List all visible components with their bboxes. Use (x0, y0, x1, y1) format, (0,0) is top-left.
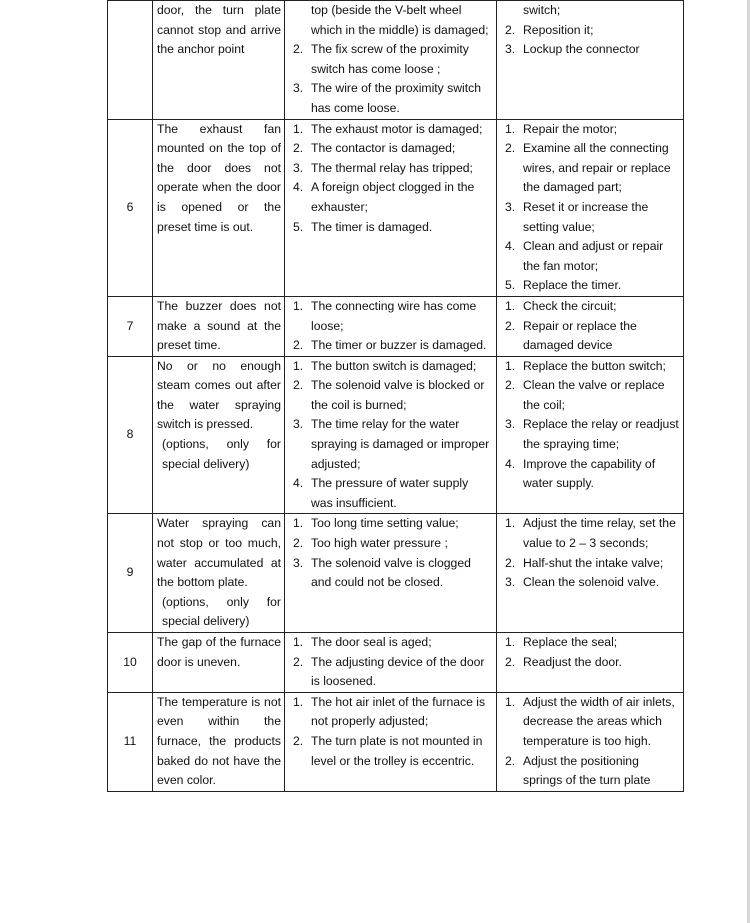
item-number: 7 (108, 296, 153, 356)
cause-item-text: The door seal is aged; (311, 635, 432, 649)
possible-causes (285, 692, 497, 791)
item-number: 10 (108, 633, 153, 693)
item-index: 2. (505, 753, 516, 768)
cause-item (289, 554, 493, 593)
item-index: 1. (293, 635, 304, 649)
remedy-item-text: Clean the valve or replace the coil; (523, 378, 665, 412)
fault-description (153, 356, 285, 514)
remedy-item-text: Check the circuit; (523, 298, 617, 313)
remedy-item-text: Adjust the width of air inlets, decrease the areas which temperature is too high. (523, 694, 675, 748)
possible-causes-list (289, 297, 493, 356)
possible-causes-list (289, 693, 493, 771)
cause-item-text: The timer or buzzer is damaged. (311, 338, 487, 353)
remedy-item (501, 21, 680, 41)
remedy-item (501, 633, 680, 653)
remedies-list (501, 1, 680, 60)
remedy-item (501, 1, 680, 21)
item-index: 3. (293, 555, 304, 570)
remedy-item-text: switch; (523, 3, 561, 17)
remedy-item (501, 237, 680, 276)
item-index: 3. (293, 417, 304, 432)
fault-text: The exhaust fan mounted on the top of the door does not operate when the door is opened or the preset time is out. (157, 121, 281, 234)
cause-item (289, 415, 493, 474)
cause-item-text: The button switch is damaged; (311, 358, 477, 373)
remedies (497, 1, 684, 120)
remedies (497, 514, 684, 633)
item-index: 1. (293, 298, 304, 313)
cause-item-text: The solenoid valve is clogged and could not be closed. (311, 555, 471, 590)
fault-description (153, 1, 285, 120)
remedy-item-text: Adjust the positioning springs of the turn plate (523, 753, 651, 788)
item-index: 4. (505, 239, 516, 254)
item-index: 1. (293, 358, 304, 373)
table-row (108, 514, 684, 633)
possible-causes (285, 514, 497, 633)
remedy-item-text: Improve the capability of water supply. (523, 456, 656, 491)
possible-causes-list (289, 1, 493, 119)
fault-text: Water spraying can not stop or too much, water accumulated at the bottom plate. (157, 516, 281, 590)
remedy-item (501, 415, 680, 454)
table-row (108, 119, 684, 296)
possible-causes (285, 356, 497, 514)
item-number: 11 (108, 692, 153, 791)
item-index: 1. (505, 694, 516, 709)
possible-causes (285, 633, 497, 693)
cause-item (289, 336, 493, 356)
remedy-item-text: Lockup the connector (523, 42, 640, 57)
cause-item (289, 178, 493, 217)
item-index: 3. (505, 199, 516, 214)
cause-item-text: The fix screw of the proximity switch has come loose ; (311, 42, 469, 76)
item-index: 4. (293, 180, 304, 195)
fault-description (153, 296, 285, 356)
item-index: 1. (505, 298, 516, 313)
item-index: 2. (293, 42, 304, 57)
item-index: 3. (505, 575, 516, 590)
item-number: 9 (108, 514, 153, 633)
cause-item-text: The timer is damaged. (311, 219, 433, 234)
remedy-item-text: Replace the seal; (523, 635, 618, 649)
cause-item (289, 297, 493, 336)
possible-causes-list (289, 514, 493, 592)
item-index: 1. (293, 694, 304, 709)
cause-item-text: Too high water pressure ; (311, 536, 448, 551)
remedy-item (501, 752, 680, 791)
remedy-item (501, 693, 680, 752)
remedies-list (501, 357, 680, 494)
table-row (108, 633, 684, 693)
remedy-item-text: Examine all the connecting wires, and repair or replace the damaged part; (523, 141, 671, 195)
table-row (108, 1, 684, 120)
item-number: 8 (108, 356, 153, 514)
cause-item-text: The time relay for the water spraying is damaged or improper adjusted; (311, 417, 490, 471)
cause-item-text: The solenoid valve is blocked or the coil is burned; (311, 378, 485, 412)
cause-item-text: The connecting wire has come loose; (311, 298, 477, 333)
item-index: 2. (293, 338, 304, 353)
item-index: 3. (293, 160, 304, 175)
remedies (497, 692, 684, 791)
cause-item-text: The exhaust motor is damaged; (311, 121, 483, 136)
item-index: 2. (505, 318, 516, 333)
cause-item (289, 159, 493, 179)
remedy-item-text: Clean the solenoid valve. (523, 575, 660, 590)
remedy-item (501, 554, 680, 574)
remedies (497, 119, 684, 296)
fault-text: No or no enough steam comes out after the water spraying switch is pressed. (157, 358, 281, 432)
item-index: 4. (293, 476, 304, 491)
remedy-item-text: Repair the motor; (523, 121, 618, 136)
cause-item-text: The turn plate is not mounted in level or the trolley is eccentric. (311, 733, 483, 768)
cause-item (289, 1, 493, 40)
remedy-item-text: Replace the timer. (523, 278, 622, 293)
remedy-item-text: Repair or replace the damaged device (523, 318, 637, 353)
cause-item (289, 653, 493, 692)
possible-causes-list (289, 120, 493, 238)
cause-item (289, 376, 493, 415)
cause-item-text: The contactor is damaged; (311, 141, 456, 156)
item-index: 2. (505, 141, 516, 156)
cause-item-text: A foreign object clogged in the exhauster; (311, 180, 475, 214)
fault-description (153, 514, 285, 633)
remedy-item (501, 653, 680, 673)
remedy-item (501, 455, 680, 494)
remedy-item (501, 139, 680, 198)
cause-item (289, 633, 493, 653)
cause-item (289, 474, 493, 513)
remedy-item-text: Reposition it; (523, 22, 594, 37)
fault-text: door, the turn plate cannot stop and arrive the anchor point (157, 3, 281, 57)
cause-item (289, 218, 493, 238)
item-index: 1. (293, 516, 304, 531)
item-number: 6 (108, 119, 153, 296)
remedy-item (501, 317, 680, 356)
fault-description (153, 633, 285, 693)
item-index: 4. (505, 456, 516, 471)
remedy-item (501, 198, 680, 237)
table-body (108, 1, 684, 792)
table-row (108, 692, 684, 791)
table-row (108, 296, 684, 356)
item-index: 1. (505, 358, 516, 373)
fault-description (153, 119, 285, 296)
item-index: 1. (505, 635, 516, 649)
fault-text: (options, only for special delivery) (162, 437, 281, 471)
remedies-list (501, 633, 680, 672)
item-number (108, 1, 153, 120)
fault-text: The temperature is not even within the furnace, the products baked do not have the even color. (157, 694, 281, 788)
cause-item-text: The thermal relay has tripped; (311, 160, 473, 175)
cause-item-text: top (beside the V-belt wheel which in the middle) is damaged; (311, 3, 489, 37)
remedy-item-text: Replace the button switch; (523, 358, 666, 373)
item-index: 1. (505, 516, 516, 531)
item-index: 2. (293, 654, 304, 669)
item-index: 5. (293, 219, 304, 234)
remedies (497, 356, 684, 514)
remedy-item (501, 276, 680, 296)
remedy-item-text: Reset it or increase the setting value; (523, 199, 649, 234)
remedies-list (501, 297, 680, 356)
cause-item (289, 139, 493, 159)
item-index: 2. (293, 536, 304, 551)
remedies-list (501, 514, 680, 592)
item-index: 3. (293, 81, 304, 96)
fault-description (153, 692, 285, 791)
cause-item (289, 357, 493, 377)
item-index: 1. (505, 121, 516, 136)
item-index: 2. (505, 555, 516, 570)
cause-item (289, 732, 493, 771)
cause-item-text: The hot air inlet of the furnace is not properly adjusted; (311, 694, 486, 729)
cause-item (289, 534, 493, 554)
remedy-item (501, 357, 680, 377)
item-index: 2. (505, 654, 516, 669)
remedy-item-text: Readjust the door. (523, 654, 622, 669)
cause-item (289, 514, 493, 534)
remedy-item (501, 40, 680, 60)
item-index: 2. (505, 22, 516, 37)
remedies (497, 296, 684, 356)
fault-text: The buzzer does not make a sound at the preset time. (157, 298, 281, 353)
remedy-item-text: Adjust the time relay, set the value to 2 – 3 seconds; (523, 516, 676, 551)
cause-item (289, 79, 493, 118)
remedy-item (501, 376, 680, 415)
remedies (497, 633, 684, 693)
remedies-list (501, 693, 680, 791)
remedy-item (501, 514, 680, 553)
remedy-item (501, 120, 680, 140)
cause-item-text: The wire of the proximity switch has come loose. (311, 81, 482, 115)
remedy-item (501, 573, 680, 593)
cause-item (289, 40, 493, 79)
cause-item-text: The pressure of water supply was insufficient. (311, 476, 469, 510)
cause-item (289, 120, 493, 140)
item-index: 3. (505, 417, 516, 432)
cause-item (289, 693, 493, 732)
fault-text: (options, only for special delivery) (162, 594, 281, 629)
cause-item-text: The adjusting device of the door is loosened. (311, 654, 485, 689)
troubleshooting-table (107, 0, 684, 792)
possible-causes (285, 1, 497, 120)
table-row (108, 356, 684, 514)
remedy-item-text: Half-shut the intake valve; (523, 555, 664, 570)
item-index: 3. (505, 42, 516, 57)
item-index: 5. (505, 278, 516, 293)
possible-causes-list (289, 357, 493, 514)
possible-causes (285, 119, 497, 296)
remedy-item-text: Replace the relay or readjust the spraying time; (523, 417, 679, 452)
remedies-list (501, 120, 680, 296)
remedy-item-text: Clean and adjust or repair the fan motor; (523, 239, 664, 273)
item-index: 2. (293, 378, 304, 393)
possible-causes (285, 296, 497, 356)
item-index: 1. (293, 121, 304, 136)
item-index: 2. (505, 378, 516, 393)
item-index: 2. (293, 733, 304, 748)
remedy-item (501, 297, 680, 317)
possible-causes-list (289, 633, 493, 692)
item-index: 2. (293, 141, 304, 156)
cause-item-text: Too long time setting value; (311, 516, 459, 531)
fault-text: The gap of the furnace door is uneven. (157, 635, 281, 669)
